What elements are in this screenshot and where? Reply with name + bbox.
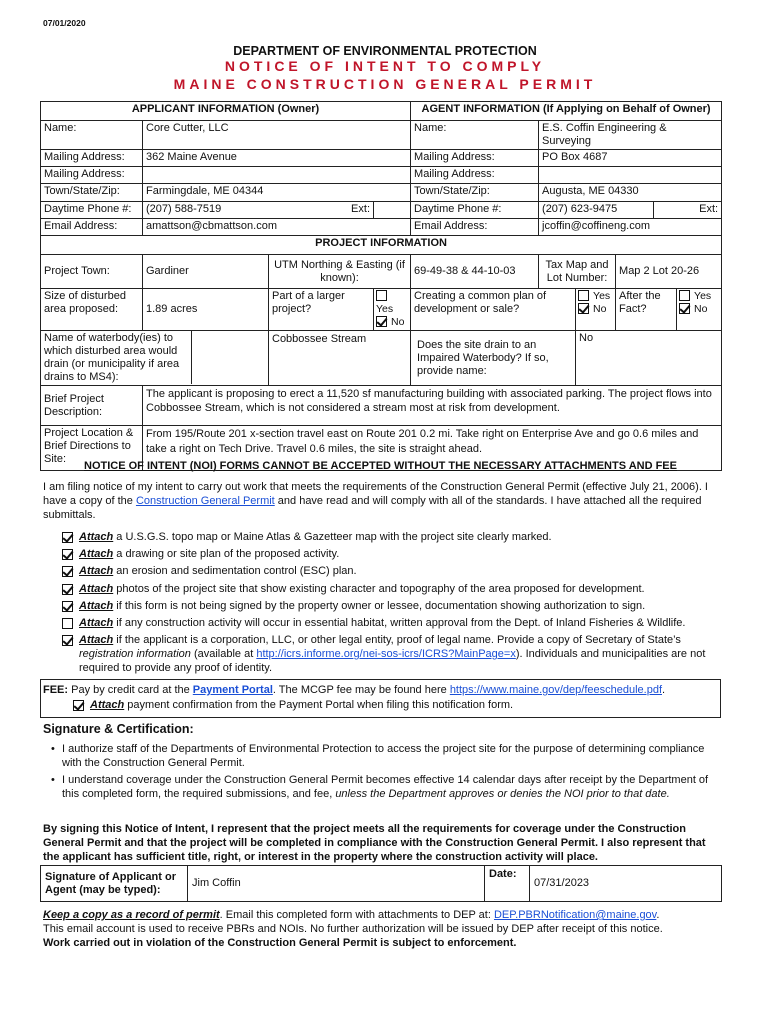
larger-project-label: Part of a larger project? xyxy=(269,289,374,331)
intro-text-b: and have read and will comply with all of the standards. I have attached all the required submittals. xyxy=(43,495,702,521)
noi-form-table xyxy=(40,101,722,471)
agent-name-label: Name: xyxy=(411,121,539,150)
agent-phone-field[interactable] xyxy=(539,202,654,219)
applicant-phone-value: (207) 588-7519 xyxy=(146,203,222,215)
attachment-text: if this form is not being signed by the property owner or lessee, documentation showing authorization to sign. xyxy=(113,600,646,612)
photos-checkbox[interactable] xyxy=(62,584,73,595)
topo-map-checkbox[interactable] xyxy=(62,532,73,543)
agent-mailing2-field[interactable] xyxy=(539,167,722,184)
applicant-mailing2-label: Mailing Address: xyxy=(41,167,143,184)
legal-entity-checkbox[interactable] xyxy=(62,635,73,646)
fee-schedule-link[interactable]: https://www.maine.gov/dep/feeschedule.pdf xyxy=(449,684,662,696)
footer-text-a: . Email this completed form with attachments to DEP at: xyxy=(219,909,494,921)
applicant-email-label: Email Address: xyxy=(41,219,143,236)
footer-line3: Work carried out in violation of the Construction General Permit is subject to enforcement. xyxy=(43,937,517,949)
signature-label: Signature of Applicant or Agent (may be typed): xyxy=(41,866,188,902)
agent-town-label: Town/State/Zip: xyxy=(411,184,539,202)
esc-plan-checkbox[interactable] xyxy=(62,566,73,577)
applicant-mailing2-field[interactable] xyxy=(143,167,411,184)
project-town-field[interactable]: Gardiner xyxy=(143,255,269,289)
agent-phone-value: (207) 623-9475 xyxy=(542,203,618,215)
attach-word: Attach xyxy=(79,600,114,612)
payment-portal-link[interactable]: Payment Portal xyxy=(192,684,273,696)
applicant-mailing1-label: Mailing Address: xyxy=(41,150,143,167)
footer-line2: This email account is used to receive PBRs and NOIs. No further authorization will be issued by DEP after receipt of this notice. xyxy=(43,923,663,935)
tax-map-label: Tax Map and Lot Number: xyxy=(539,255,616,289)
attachment-text: an erosion and sedimentation control (ESC) plan. xyxy=(113,565,357,577)
icrs-link[interactable]: http://icrs.informe.org/nei-sos-icrs/ICRS?MainPage=x xyxy=(256,648,516,660)
description-field[interactable]: The applicant is proposing to erect a 11,520 sf manufacturing building with associated parking. The project flows into Cobbossee Stream, which is not considered a stream most at risk from development. xyxy=(143,386,722,426)
common-plan-no-checkbox[interactable] xyxy=(578,303,589,314)
no-label: No xyxy=(694,303,708,315)
attachment-site-plan xyxy=(62,547,722,561)
applicant-ext-label: Ext: xyxy=(351,203,370,215)
signature-field[interactable]: Jim Coffin xyxy=(188,866,485,902)
attachment-text-b: (available at xyxy=(190,648,257,660)
after-fact-yes-checkbox[interactable] xyxy=(679,290,690,301)
certification-statement: By signing this Notice of Intent, I represent that the project meets all the requirements for coverage under the Construction General Permit and that the project will be completed in compliance with the Construction General Permit. I also represent that the applicant has sufficient title, right, or interest in the property where the construction activity will place. xyxy=(43,823,706,863)
larger-project-yes[interactable] xyxy=(376,290,407,316)
after-fact-label: After the Fact? xyxy=(616,289,677,331)
common-plan-label: Creating a common plan of development or sale? xyxy=(411,289,576,331)
waterbody-label: Name of waterbody(ies) to which disturbed area would drain (or municipality if area drains to MS4): xyxy=(44,332,180,383)
habitat-checkbox[interactable] xyxy=(62,618,73,629)
larger-project-choice xyxy=(374,289,411,331)
utm-field[interactable]: 69-49-38 & 44-10-03 xyxy=(411,255,539,289)
agent-phone-label: Daytime Phone #: xyxy=(411,202,539,219)
project-town-label: Project Town: xyxy=(41,255,143,289)
description-label: Brief Project Description: xyxy=(41,386,143,426)
coverage-text: I understand coverage under the Construction General Permit becomes effective 14 calendar days after receipt by the Department of this completed form, the required submissions, and fee, xyxy=(62,774,709,800)
larger-project-yes-checkbox[interactable] xyxy=(376,290,387,301)
site-plan-checkbox[interactable] xyxy=(62,549,73,560)
after-fact-yes[interactable] xyxy=(679,290,718,303)
applicant-email-field[interactable]: amattson@cbmattson.com xyxy=(143,219,411,236)
common-plan-no[interactable] xyxy=(578,303,612,316)
agent-ext-field[interactable] xyxy=(654,202,722,219)
attachment-text-c: ). Individuals and municipalities are not required to provide any proof of identity. xyxy=(79,648,706,674)
impaired-waterbody-label: Does the site drain to an Impaired Waterbody? If so, provide name: xyxy=(411,331,576,386)
location-label: Project Location & Brief Directions to Site: xyxy=(41,426,143,471)
common-plan-choice xyxy=(576,289,616,331)
attachment-legal-entity xyxy=(62,633,722,675)
form-title-line1: NOTICE OF INTENT TO COMPLY xyxy=(224,58,546,74)
noi-warning: NOTICE OF INTENT (NOI) FORMS CANNOT BE ACCEPTED WITHOUT THE NECESSARY ATTACHMENTS AND FEE xyxy=(84,460,677,472)
fee-label: FEE: xyxy=(43,684,69,696)
fee-line xyxy=(43,684,723,696)
disturbed-area-field[interactable]: 1.89 acres xyxy=(143,289,269,331)
payment-text: payment confirmation from the Payment Portal when filing this notification form. xyxy=(124,699,514,711)
project-heading: PROJECT INFORMATION xyxy=(41,236,722,255)
coverage-italic-text: unless the Department approves or denies the NOI prior to that date. xyxy=(335,788,670,800)
applicant-town-field[interactable]: Farmingdale, ME 04344 xyxy=(143,184,411,202)
attach-word: Attach xyxy=(79,617,114,629)
after-fact-choice xyxy=(677,289,722,331)
agent-email-field[interactable]: jcoffin@coffineng.com xyxy=(539,219,722,236)
applicant-town-label: Town/State/Zip: xyxy=(41,184,143,202)
attachment-text: a drawing or site plan of the proposed activity. xyxy=(113,548,340,560)
agent-mailing2-label: Mailing Address: xyxy=(411,167,539,184)
attachment-payment xyxy=(73,698,733,712)
signature-table xyxy=(40,865,722,902)
form-title-line2: MAINE CONSTRUCTION GENERAL PERMIT xyxy=(173,76,597,92)
date-label: Date: xyxy=(485,866,530,902)
attachment-topo-map xyxy=(62,530,722,544)
dep-email-link[interactable]: DEP.PBRNotification@maine.gov xyxy=(493,909,657,921)
location-field[interactable]: From 195/Route 201 x-section travel east on Route 201 0.2 mi. Take right on Enterprise Ave and go 0.6 miles and take a right on Tech Drive. Travel 0.6 miles, the site is straight ahead. xyxy=(143,426,722,471)
authorization-bullet: • I authorize staff of the Departments of Environmental Protection to access the project site for the purpose of determining compliance with the Construction General Permit. xyxy=(62,742,712,770)
waterbody-value: Cobbossee Stream xyxy=(272,333,367,345)
attachment-habitat xyxy=(62,616,722,630)
attach-word: Attach xyxy=(79,565,114,577)
common-plan-yes-checkbox[interactable] xyxy=(578,290,589,301)
impaired-waterbody-field[interactable]: No xyxy=(576,331,722,386)
fee-text-a: Pay by credit card at the xyxy=(68,684,193,696)
applicant-phone-label: Daytime Phone #: xyxy=(41,202,143,219)
larger-project-no[interactable] xyxy=(376,316,407,329)
attachment-text: a U.S.G.S. topo map or Maine Atlas & Gazetteer map with the project site clearly marked. xyxy=(113,531,552,543)
applicant-ext-field[interactable] xyxy=(374,202,411,219)
authorization-checkbox[interactable] xyxy=(62,601,73,612)
applicant-mailing1-field[interactable]: 362 Maine Avenue xyxy=(143,150,411,167)
attachment-authorization xyxy=(62,599,722,613)
no-label: No xyxy=(391,316,405,328)
applicant-phone-field[interactable] xyxy=(143,202,374,219)
attach-word: Attach xyxy=(79,548,114,560)
signature-heading: Signature & Certification: xyxy=(43,722,194,736)
yes-label: Yes xyxy=(593,290,611,302)
after-fact-no-checkbox[interactable] xyxy=(679,303,690,314)
date-field[interactable]: 07/31/2023 xyxy=(530,866,722,902)
attach-word: Attach xyxy=(79,583,114,595)
attachment-photos xyxy=(62,582,722,596)
agent-mailing1-field[interactable]: PO Box 4687 xyxy=(539,150,722,167)
agent-mailing1-label: Mailing Address: xyxy=(411,150,539,167)
attachment-esc-plan xyxy=(62,564,722,578)
larger-project-no-checkbox[interactable] xyxy=(376,316,387,327)
attachment-text: if any construction activity will occur in essential habitat, written approval from the Dept. of Inland Fisheries & Wildlife. xyxy=(113,617,686,629)
coverage-bullet xyxy=(62,773,712,801)
attach-word: Attach xyxy=(79,634,114,646)
disturbed-area-label: Size of disturbed area proposed: xyxy=(41,289,143,331)
intro-paragraph xyxy=(43,480,718,522)
waterbody-field[interactable] xyxy=(269,331,411,386)
agent-email-label: Email Address: xyxy=(411,219,539,236)
utm-label: UTM Northing & Easting (if known): xyxy=(269,255,411,289)
applicant-name-field[interactable]: Core Cutter, LLC xyxy=(143,121,411,150)
fee-text-c: . xyxy=(662,684,666,696)
payment-checkbox[interactable] xyxy=(73,700,84,711)
keep-copy-text: Keep a copy as a record of permit xyxy=(43,909,220,921)
cgp-link[interactable]: Construction General Permit xyxy=(135,495,275,507)
attach-word: Attach xyxy=(90,699,125,711)
no-label: No xyxy=(593,303,607,315)
yes-label: Yes xyxy=(376,303,394,315)
applicant-name-label: Name: xyxy=(41,121,143,150)
after-fact-no[interactable] xyxy=(679,303,718,316)
waterbody-cell xyxy=(41,331,269,386)
common-plan-yes[interactable] xyxy=(578,290,612,303)
form-revision-date: 07/01/2020 xyxy=(43,18,86,28)
agent-heading: AGENT INFORMATION (If Applying on Behalf of Owner) xyxy=(411,102,722,121)
agent-ext-label: Ext: xyxy=(699,203,719,215)
yes-label: Yes xyxy=(694,290,712,302)
footer-line1 xyxy=(43,908,723,922)
department-heading: DEPARTMENT OF ENVIRONMENTAL PROTECTION xyxy=(233,44,537,58)
attach-word: Attach xyxy=(79,531,114,543)
applicant-heading: APPLICANT INFORMATION (Owner) xyxy=(41,102,411,121)
attachment-text: photos of the project site that show existing character and topography of the area proposed for development. xyxy=(113,583,645,595)
fee-text-b: . The MCGP fee may be found here xyxy=(272,684,450,696)
intro-text-a: I am filing notice of my intent to carry out work that meets the requirements of the Construction General Permit (effective July 21, 2006). I have a copy of the xyxy=(43,481,708,507)
attachment-text-a: if the applicant is a corporation, LLC, or other legal entity, proof of legal name. Provide a copy of Secretary of State’s xyxy=(113,634,681,646)
agent-town-field[interactable]: Augusta, ME 04330 xyxy=(539,184,722,202)
footer-text-b: . xyxy=(656,909,660,921)
footer xyxy=(43,908,723,950)
tax-map-field[interactable]: Map 2 Lot 20-26 xyxy=(616,255,722,289)
registration-info-text: registration information xyxy=(79,648,191,660)
agent-name-field[interactable]: E.S. Coffin Engineering & Surveying xyxy=(539,121,722,150)
